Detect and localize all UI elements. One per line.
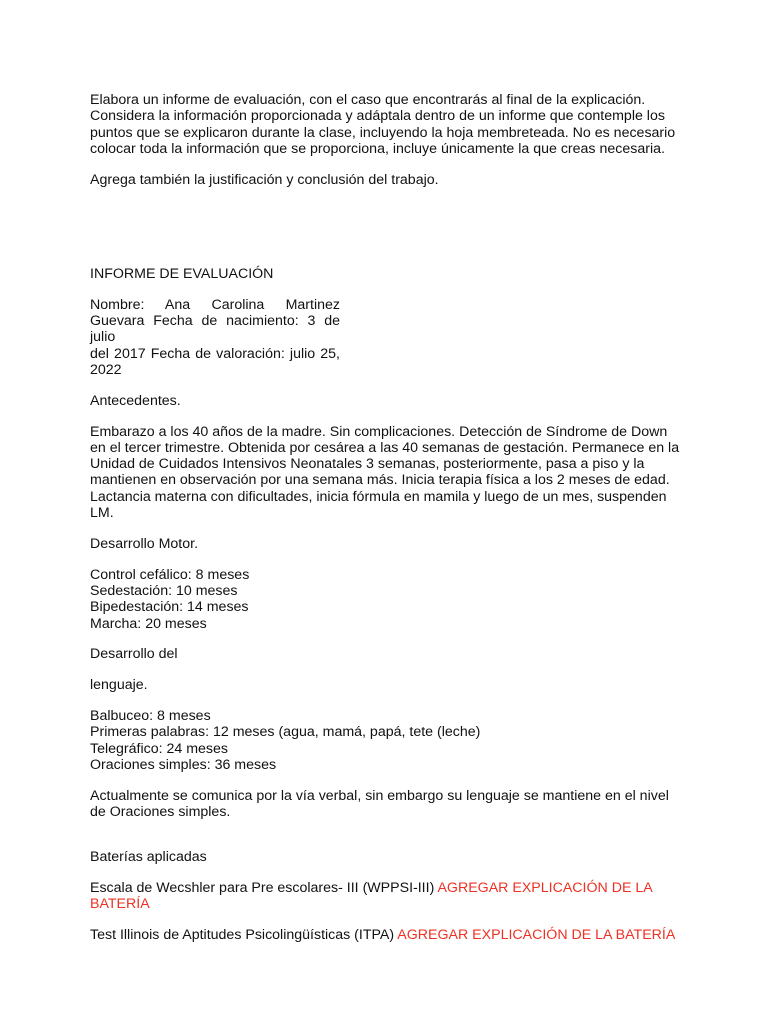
bateria-name: Test Illinois de Aptitudes Psicolingüísticas (ITPA)	[90, 927, 395, 944]
lenguaje-list	[90, 708, 680, 773]
motor-heading: Desarrollo Motor.	[90, 535, 199, 552]
antecedentes-heading: Antecedentes.	[90, 392, 181, 409]
bateria-item	[90, 880, 680, 913]
motor-item: Control cefálico: 8 meses	[90, 566, 250, 583]
lenguaje-text: Actualmente se comunica por la vía verbal, sin embargo su lenguaje se mantiene en el nivel de Oraciones simples.	[90, 787, 669, 820]
lenguaje-heading-continued: lenguaje.	[90, 677, 148, 694]
report-title: INFORME DE EVALUACIÓN	[90, 265, 274, 282]
bateria-name: Escala de Wecshler para Pre escolares- III (WPPSI-III)	[90, 880, 435, 896]
lenguaje-item: Primeras palabras: 12 meses (agua, mamá, papá, tete (leche)	[90, 724, 481, 741]
identity-line: Guevara Fecha de nacimiento: 3 de julio	[90, 313, 340, 346]
antecedentes-text: Embarazo a los 40 años de la madre. Sin complicaciones. Detección de Síndrome de Down en el tercer trimestre. Obtenida por cesárea a las 40 semanas de gestación. Permanece en la Unidad de Cuidados Intensivos Neonatales 3 semanas, posteriormente, pasa a piso y la mantienen en observación por una semana más. Inicia terapia física a los 2 meses de edad. Lactancia materna con dificultades, inicia fórmula en mamila y luego de un mes, suspenden LM.	[90, 423, 680, 522]
instructions-paragraph: Elabora un informe de evaluación, con el caso que encontrarás al final de la explicación. Considera la información proporcionada y adáptala dentro de un informe que contemple los puntos que se explicaron durante la clase, incluyendo la hoja membreteada. No es necesario colocar toda la información que se proporciona, incluye únicamente la que creas necesaria.	[90, 92, 676, 157]
motor-item: Sedestación: 10 meses	[90, 582, 238, 599]
identity-line: 2022	[90, 361, 122, 378]
motor-list	[90, 567, 680, 632]
identity-line: Nombre: Ana Carolina Martinez	[90, 296, 340, 313]
instructions-note: Agrega también la justificación y conclusión del trabajo.	[90, 171, 439, 188]
bateria-item	[90, 927, 680, 943]
document-page	[90, 92, 680, 943]
lenguaje-item: Balbuceo: 8 meses	[90, 707, 211, 724]
baterias-heading: Baterías aplicadas	[90, 849, 207, 866]
motor-item: Bipedestación: 14 meses	[90, 599, 249, 616]
lenguaje-heading: Desarrollo del	[90, 646, 178, 663]
bateria-note: AGREGAR EXPLICACIÓN DE LA BATERÍA	[90, 880, 652, 913]
lenguaje-item: Telegráfico: 24 meses	[90, 740, 229, 757]
bateria-note: AGREGAR EXPLICACIÓN DE LA BATERÍA	[397, 927, 676, 944]
identity-line: del 2017 Fecha de valoración: julio 25,	[90, 345, 340, 362]
motor-item: Marcha: 20 meses	[90, 615, 207, 632]
lenguaje-item: Oraciones simples: 36 meses	[90, 756, 277, 773]
patient-identity-block	[90, 297, 340, 378]
